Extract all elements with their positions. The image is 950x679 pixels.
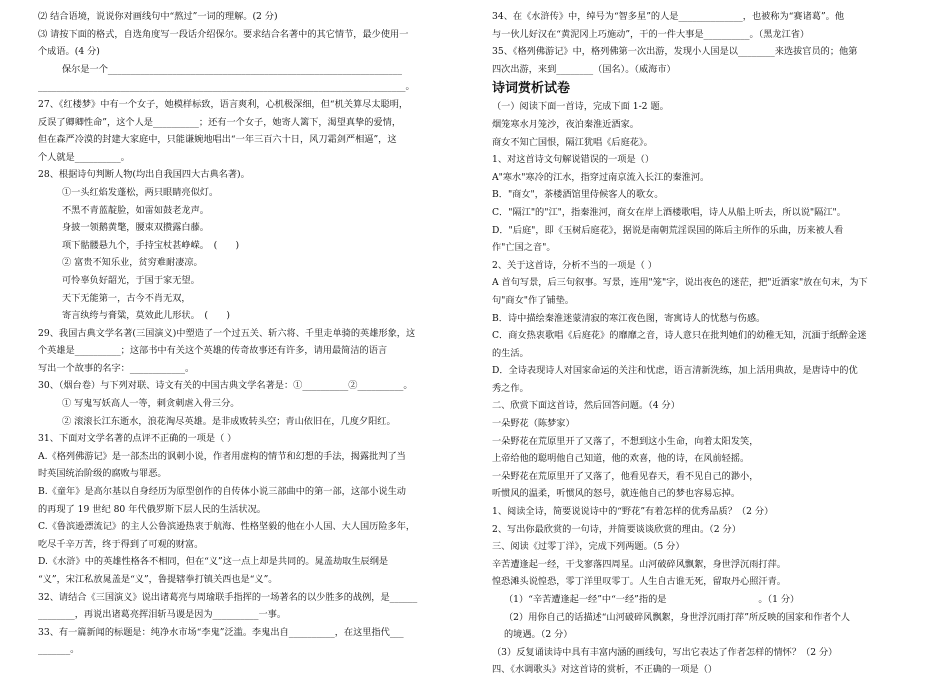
text-line: 惶恐滩头说惶恐，零丁洋里叹零丁。人生自古谁无死，留取丹心照汗青。 <box>492 576 786 588</box>
text-line: 33、有一篇新闻的标题是：纯净水市场“李鬼”泛滥。李鬼出自__________，在这里指代___ <box>38 626 404 638</box>
left-column <box>38 8 476 659</box>
text-line: B.《童年》是高尔基以自身经历为原型创作的自传体小说三部曲中的第一部，这部小说生动 <box>38 486 406 498</box>
text-line: A 首句写景，后三句叙事。写景，连用"笼"字，说出夜色的迷茫，把"近酒家"放在句末，为下 <box>492 277 868 289</box>
text-line: 上帝给他的聪明他自己知道，他的欢喜，他的诗，在风前轻摇。 <box>492 453 750 465</box>
text-line: _______。 <box>38 644 80 656</box>
text-line: C.《鲁滨逊漂流记》的主人公鲁滨逊热衷于航海、性格坚毅的他在小人国、大人国历险多年， <box>38 521 416 533</box>
text-line: 不黑不青蓝靛脸，如雷如鼓老龙声。 <box>62 204 209 216</box>
text-line: 个人就是__________。 <box>38 151 130 163</box>
text-line: 一朵野花（陈梦家） <box>492 418 575 430</box>
text-line: 个英雄是__________；这部书中有关这个英雄的传奇故事还有许多，请用最简洁的语言 <box>38 345 388 357</box>
text-line: 2、写出你最欣赏的一句诗，并简要谈谈欣赏的理由。（2 分） <box>492 523 741 535</box>
text-line: ⑶ 请按下面的格式，自选角度写一段话介绍保尔。要求结合名著中的其它情节，最少使用一 <box>38 28 409 40</box>
text-line: 句"商女"作了铺垫。 <box>492 294 574 306</box>
text-line: 的生活。 <box>492 347 529 359</box>
text-line: 反误了卿卿性命”，这个人是__________；还有一个女子，她寄人篱下，渴望真挚的爱情， <box>38 116 402 128</box>
text-line: 商女不知亡国恨，隔江犹唱《后庭花》。 <box>492 136 653 148</box>
text-line: 吃尽千辛万苦，终于得到了可观的财富。 <box>38 538 204 550</box>
text-line: ________，再说出诸葛亮挥泪斩马谡是因为__________一事。 <box>38 609 287 621</box>
text-line: 的再现了 19 世纪 80 年代俄罗斯下层人民的生活状况。 <box>38 503 266 515</box>
text-line: D.《水浒》中的英雄性格各不相同，但在“义”这一点上却是共同的。晁盖劫取生辰纲是 <box>38 556 389 568</box>
text-line: 保尔是一个________________________________________________________________ <box>62 63 402 75</box>
text-line: “义”，宋江私放晁盖是“义”，鲁提辖拳打镇关西也是“义”。 <box>38 574 278 585</box>
text-line: ② 富贵不知乐业，贫穷难耐凄凉。 <box>62 257 203 269</box>
text-line: A"寒水"寒冷的江水，指穿过南京流入长江的秦淮河。 <box>492 171 710 183</box>
text-line: B．"商女"，茶楼酒馆里侍候客人的歌女。 <box>492 189 664 201</box>
text-line: A.《格列佛游记》是一部杰出的讽刺小说，作者用虚构的情节和幻想的手法，揭露批判了当 <box>38 450 406 462</box>
section-title: 诗词赏析试卷 <box>492 81 571 97</box>
text-line: 二、欣赏下面这首诗，然后回答问题。（4 分） <box>492 400 680 412</box>
text-line: C．商女热衷歌唱《后庭花》的靡靡之音，诗人意只在批判她们的幼稚无知，沉湎于纸醉金迷 <box>492 330 867 342</box>
text-line: 个成语。(4 分) <box>38 46 100 58</box>
right-top-questions <box>492 8 924 78</box>
text-line: D．全诗表现诗人对国家命运的关注和忧虑，语言清新洗练，加上活用典故，是唐诗中的优 <box>492 365 858 377</box>
text-line: 四次出游，来到________（国名）。（威海市） <box>492 63 676 75</box>
text-line: （一）阅读下面一首诗，完成下面 1-2 题。 <box>492 101 669 113</box>
text-line: B．诗中描绘秦淮迷蒙清寂的寒江夜色图，寄寓诗人的忧愁与伤感。 <box>492 312 766 324</box>
text-line: 身披一领鹅黄氅，腰束双攒露白藤。 <box>62 222 209 234</box>
text-line: 与一伙儿好汉在“黄泥冈上巧施动”，干的一件大事是__________。（黑龙江省） <box>492 28 810 40</box>
text-line: 28、根据诗句判断人物(均出自我国四大古典名著)。 <box>38 169 250 181</box>
text-line: 寄言纨绔与膏粱，莫效此儿形状。 ( ) <box>62 310 230 322</box>
text-line: 32、请结合《三国演义》说出诸葛亮与周瑜联手指挥的一场著名的以少胜多的战例，是______ <box>38 591 418 603</box>
text-line: 可怜辜负好韶光，于国于家无望。 <box>62 274 200 286</box>
text-line: C．"隔江"的"江"，指秦淮河，商女在岸上酒楼歌唱，诗人从船上听去，所以说"隔江"。 <box>492 206 846 218</box>
text-line: ② 滚滚长江东逝水，浪花淘尽英雄。是非成败转头空；青山依旧在，几度夕阳红。 <box>62 415 396 427</box>
text-line: 1、对这首诗文句解说错误的一项是（） <box>492 154 655 166</box>
text-line: 的境遇。（2 分） <box>504 629 573 641</box>
text-line: 30、（烟台卷）与下列对联、诗文有关的中国古典文学名著是：①__________②__________。 <box>38 380 413 392</box>
text-line: 27、《红楼梦》中有一个女子，她模样标致，语言爽利，心机极深细，但“机关算尽太聪明， <box>38 98 409 110</box>
text-line: 2、关于这首诗，分析不当的一项是（ ） <box>492 259 657 271</box>
text-line: 一朵野花在荒原里开了又落了，他看见春天，看不见自己的渺小， <box>492 470 759 482</box>
text-line: 作"亡国之音"。 <box>492 242 556 254</box>
text-line: 但在森严冷漠的封建大家庭中，只能谦婉地唱出“一年三百六十日，风刀霜剑严相逼”，这 <box>38 134 397 146</box>
text-line: （3）反复诵读诗中具有丰富内涵的画线句，写出它表达了作者怎样的情怀？（2 分） <box>492 646 838 658</box>
text-line: 四、《水调歌头》对这首诗的赏析，不正确的一项是（） <box>492 664 718 676</box>
text-line: ① 写鬼写妖高人一等，刺贪刺虐入骨三分。 <box>62 398 240 410</box>
text-line: 天下无能第一，古今不肖无双， <box>62 292 191 304</box>
text-line: 34、在《水浒传》中，绰号为“智多星”的人是______________，也被称为“赛诸葛”。他 <box>492 11 845 22</box>
text-line: 项下骷髅悬九个，手持宝杖甚峥嵘。 ( ) <box>62 239 240 251</box>
right-column <box>492 8 924 679</box>
text-line: 29、我国古典文学名著(三国演义)中塑造了一个过五关、斩六将、千里走单骑的英雄形象，这 <box>38 327 416 339</box>
text-line: ①一头红焰发蓬松，两只眼睛亮似灯。 <box>62 186 219 198</box>
text-line: D．"后庭"，即《玉树后庭花》，据说是南朝荒淫误国的陈后主所作的乐曲，历来被人看 <box>492 224 844 236</box>
text-line: 写出一个故事的名字：____________。 <box>38 362 195 374</box>
text-line: 一朵野花在荒原里开了又落了，不想到这小生命，向着太阳发笑， <box>492 435 759 447</box>
text-line: 1、阅读全诗，简要说说诗中的“野花”有着怎样的优秀品质？（2 分） <box>492 506 774 518</box>
text-line: 听惯风的温柔，听惯风的怒号，就连他自己的梦也容易忘掉。 <box>492 488 741 500</box>
poetry-section <box>492 98 924 679</box>
text-line: ⑵ 结合语境，说说你对画线句中“熬过”一词的理解。(2 分) <box>38 11 278 22</box>
text-line: 辛苦遭逢起一经，干戈寥落四周星。山河破碎风飘絮，身世浮沉雨打萍。 <box>492 558 786 570</box>
text-line: （1）“辛苦遭逢起一经”中“一经”指的是 。（1 分） <box>504 594 800 605</box>
text-line: （2）用你自己的话描述“山河破碎风飘絮，身世浮沉雨打萍”所反映的国家和作者个人 <box>504 611 850 623</box>
text-line: 烟笼寒水月笼沙，夜泊秦淮近酒家。 <box>492 118 639 130</box>
text-line: ________________________________________________________________________________。 <box>38 81 415 93</box>
text-line: 35、《格列佛游记》中，格列佛第一次出游，发现小人国是以________来选拔官员的；他第 <box>492 46 858 58</box>
text-line: 秀之作。 <box>492 382 529 394</box>
text-line: 三、阅读《过零丁洋》，完成下列两题。（5 分） <box>492 541 685 553</box>
text-line: 时英国统治阶级的腐败与罪恶。 <box>38 468 167 480</box>
text-line: 31、下面对文学名著的点评不正确的一项是（ ） <box>38 433 237 445</box>
